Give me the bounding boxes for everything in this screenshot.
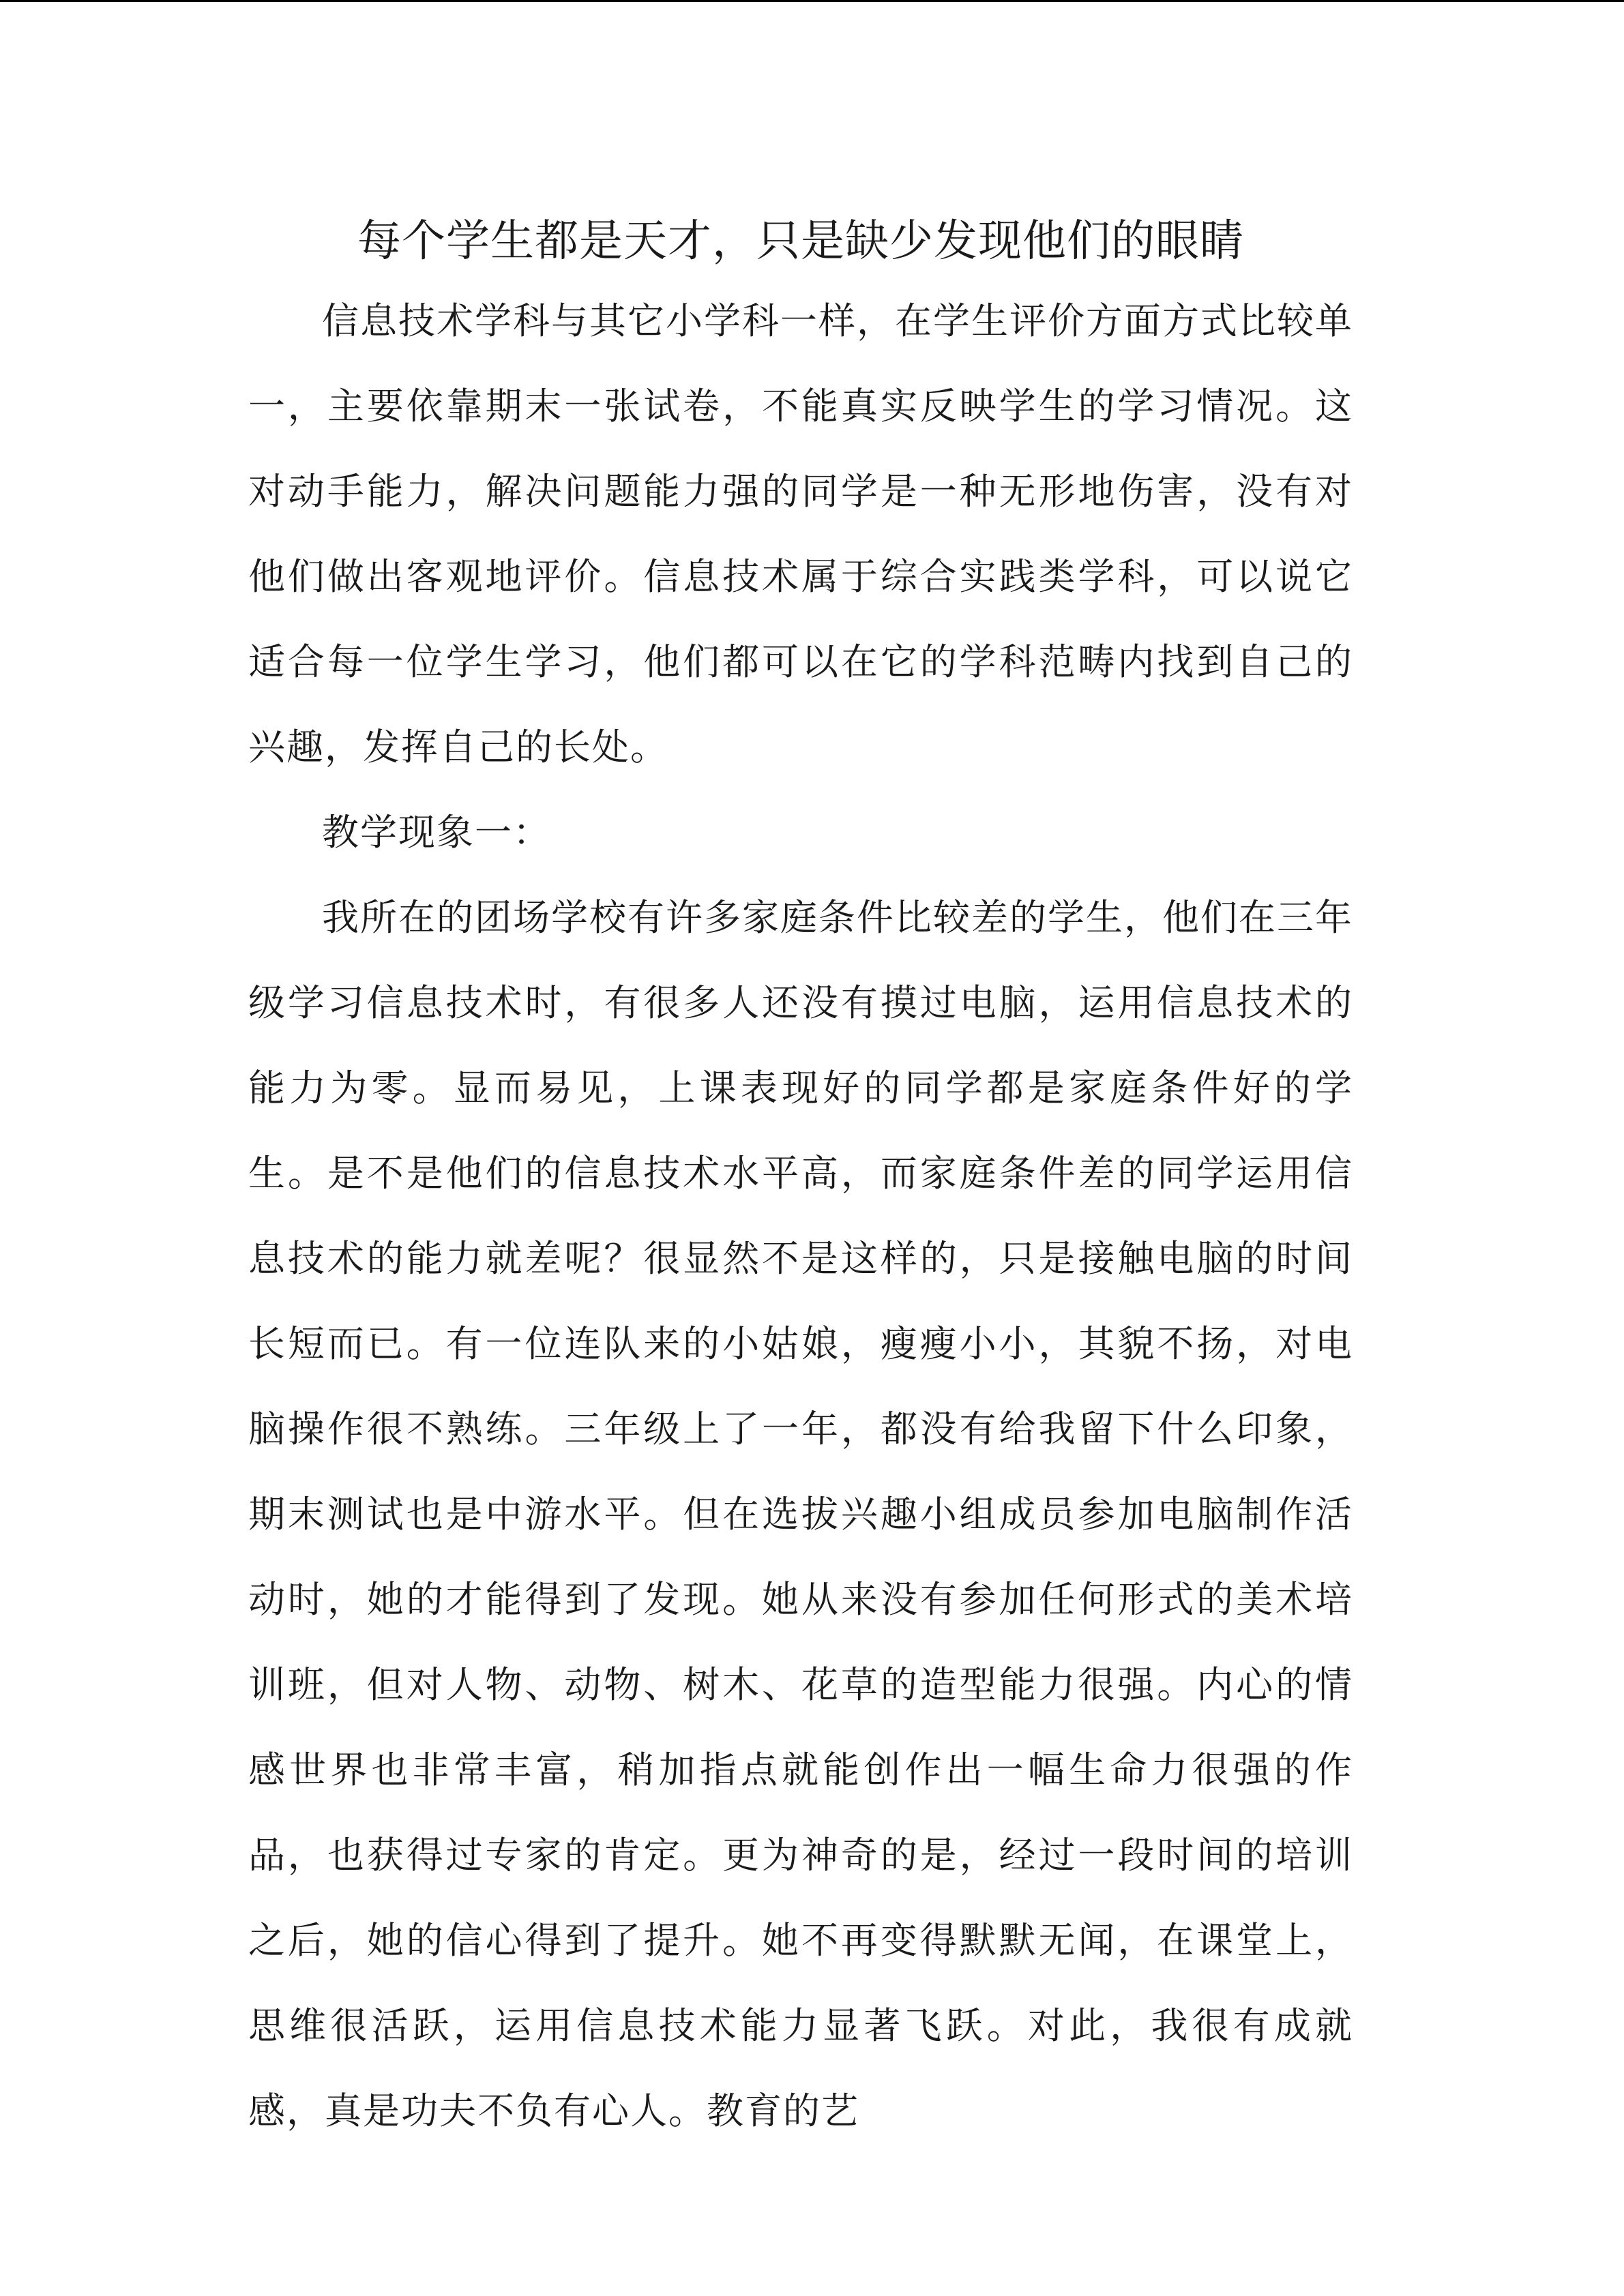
document-title: 每个学生都是天才，只是缺少发现他们的眼睛: [357, 216, 1244, 267]
document-page: [248, 205, 1353, 2153]
paragraph-intro: 信息技术学科与其它小学科一样，在学生评价方面方式比较单一，主要依靠期末一张试卷，不能真实反映学生的学习情况。这对动手能力，解决问题能力强的同学是一种无形地伤害，没有对他们做出客观地评价。信息技术属于综合实践类学科，可以说它适合每一位学生学习，他们都可以在它的学科范畴内找到自己的兴趣，发挥自己的长处。: [248, 299, 1353, 769]
paragraph-phenomenon-one-body: 我所在的团场学校有许多家庭条件比较差的学生，他们在三年级学习信息技术时，有很多人还没有摸过电脑，运用信息技术的能力为零。显而易见，上课表现好的同学都是家庭条件好的学生。是不是他们的信息技术水平高，而家庭条件差的同学运用信息技术的能力就差呢？很显然不是这样的，只是接触电脑的时间长短而已。有一位连队来的小姑娘，瘦瘦小小，其貌不扬，对电脑操作很不熟练。三年级上了一年，都没有给我留下什么印象，期末测试也是中游水平。但在选拔兴趣小组成员参加电脑制作活动时，她的才能得到了发现。她从来没有参加任何形式的美术培训班，但对人物、动物、树木、花草的造型能力很强。内心的情感世界也非常丰富，稍加指点就能创作出一幅生命力很强的作品，也获得过专家的肯定。更为神奇的是，经过一段时间的培训之后，她的信心得到了提升。她不再变得默默无闻，在课堂上，思维很活跃，运用信息技术能力显著飞跃。对此，我很有成就感，真是功夫不负有心人。教育的艺: [248, 896, 1353, 2132]
page-top-border: [0, 0, 1624, 2]
paragraph-heading-phenomenon-one: 教学现象一：: [322, 811, 551, 854]
